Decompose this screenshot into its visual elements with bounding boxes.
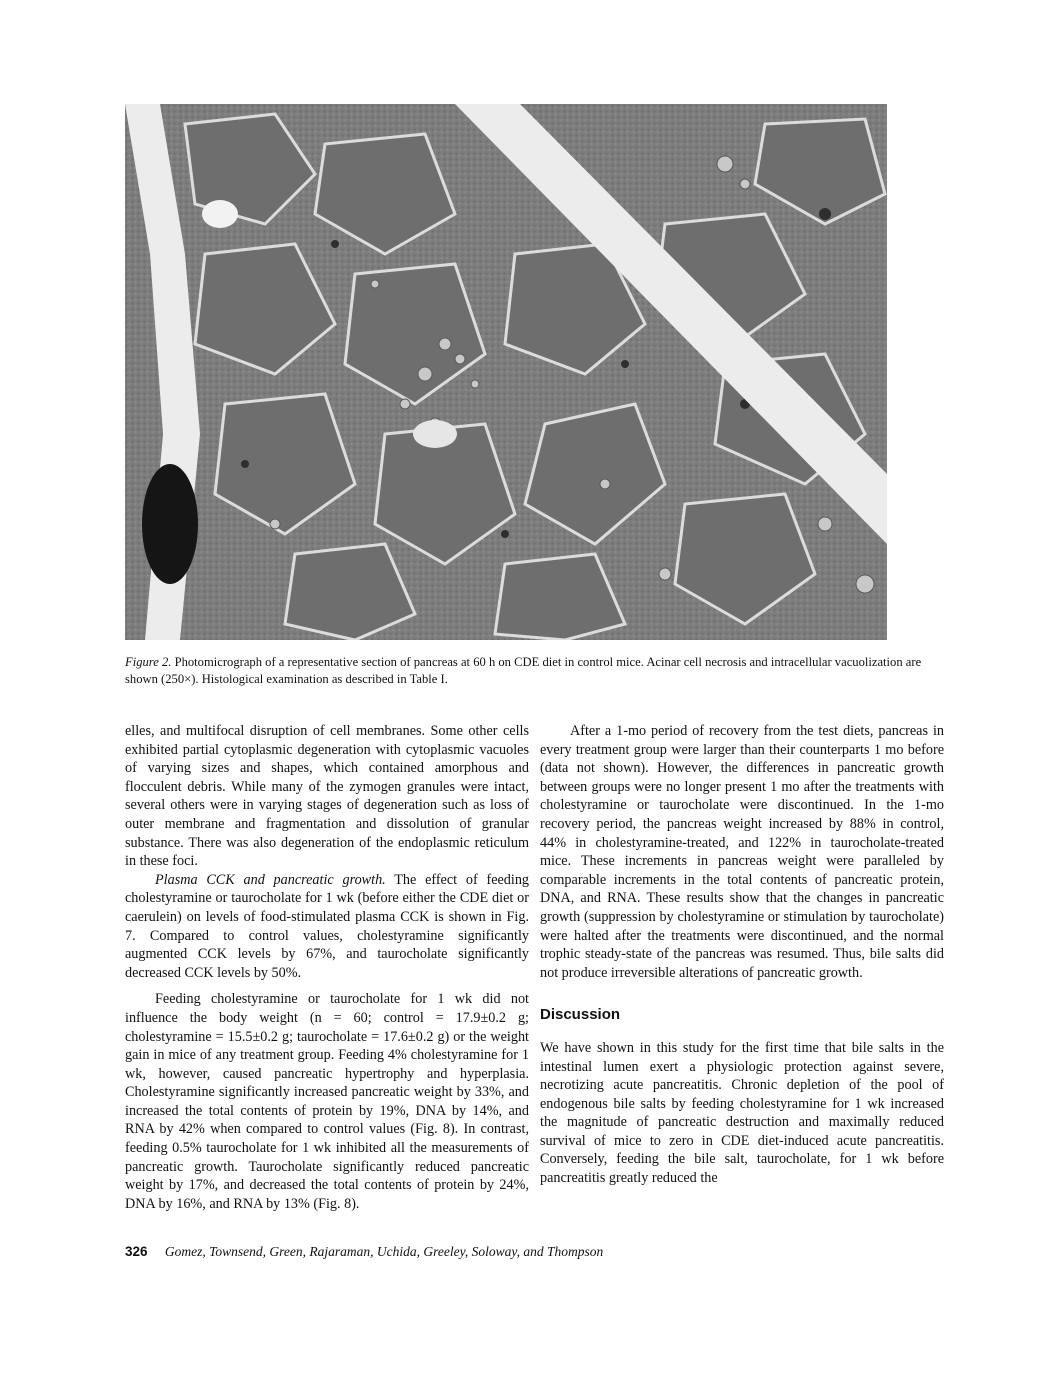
photomicrograph-image xyxy=(125,104,887,640)
figure-caption-label: Figure 2. xyxy=(125,655,172,669)
figure-caption-text: Photomicrograph of a representative section of pancreas at 60 h on CDE diet in control mice. Acinar cell necrosis and intracellular vacuolization are shown (250×). Histological examination as described in Table I. xyxy=(125,655,922,686)
running-authors: Gomez, Townsend, Green, Rajaraman, Uchida, Greeley, Soloway, and Thompson xyxy=(164,1244,604,1259)
page-footer xyxy=(125,1244,945,1260)
results-paragraph-continued: elles, and multifocal disruption of cell membranes. Some other cells exhibited partial cytoplasmic degeneration with cytoplasmic vacuoles of varying sizes and shapes, which contained amorphous and flocculent debris. While many of the zymogen granules were intact, several others were in varying stages of degeneration such as loss of outer membrane and fragmentation and dissolution of granular substance. There was also degeneration of the endoplasmic reticulum in these foci. xyxy=(125,723,529,870)
body-weight-paragraph: Feeding cholestyramine or taurocholate for 1 wk did not influence the body weight (n = 60; control = 17.9±0.2 g; cholestyramine = 15.5±0.2 g; taurocholate = 17.6±0.2 g) or the weight gain in mice of any treatment group. Feeding 4% cholestyramine for 1 wk, however, caused pancreatic hypertrophy and hyperplasia. Cholestyramine significantly increased pancreatic weight by 33%, and increased the total contents of protein by 19%, DNA by 14%, and RNA by 42% when compared to control values (Fig. 8). In contrast, feeding 0.5% taurocholate for 1 wk inhibited all the measurements of pancreatic growth. Taurocholate significantly reduced pancreatic weight by 17%, and decreased the total contents of protein by 24%, DNA by 16%, and RNA by 13% (Fig. 8). xyxy=(125,991,529,1212)
left-column xyxy=(125,722,529,1213)
plasma-cck-subheading: Plasma CCK and pancreatic growth. xyxy=(155,871,386,888)
recovery-paragraph: After a 1-mo period of recovery from the test diets, pancreas in every treatment group were larger than their counterparts 1 mo before (data not shown). However, the differences in pancreatic growth between groups were no longer present 1 mo after the treatments with cholestyramine or taurocholate were discontinued. In the 1-mo recovery period, the pancreas weight increased by 88% in control, 44% in cholestyramine-treated, and 122% in taurocholate-treated mice. These increments in pancreas weight were paralleled by comparable increments in the total contents of pancreatic protein, DNA, and RNA. These results show that the changes in pancreatic growth (suppression by cholestyramine or stimulation by taurocholate) were halted after the treatments were discontinued, and the normal trophic steady-state of the pancreas was resumed. Thus, bile salts did not produce irreversible alterations of pancreatic growth. xyxy=(540,723,944,981)
discussion-heading: Discussion xyxy=(540,1006,621,1024)
right-column xyxy=(540,722,944,1188)
plasma-cck-text: The effect of feeding cholestyramine or taurocholate for 1 wk (before either the CDE diet or caerulein) on levels of food-stimulated plasma CCK is shown in Fig. 7. Compared to control values, cholestyramine significantly augmented CCK levels by 67%, and taurocholate significantly decreased CCK levels by 50%. xyxy=(125,871,530,981)
figure-caption xyxy=(125,654,945,688)
page-number: 326 xyxy=(125,1244,148,1259)
plasma-cck-paragraph xyxy=(125,871,529,983)
photomicrograph-figure xyxy=(125,104,887,640)
discussion-paragraph: We have shown in this study for the first time that bile salts in the intestinal lumen exert a physiologic protection against severe, necrotizing acute pancreatitis. Chronic depletion of the pool of endogenous bile salts by feeding cholestyramine for 1 wk increased the magnitude of pancreatic destruction and maximally reduced survival of mice to zero in CDE diet-induced acute pancreatitis. Conversely, feeding the bile salt, taurocholate, for 1 wk before pancreatitis greatly reduced the xyxy=(540,1039,944,1187)
